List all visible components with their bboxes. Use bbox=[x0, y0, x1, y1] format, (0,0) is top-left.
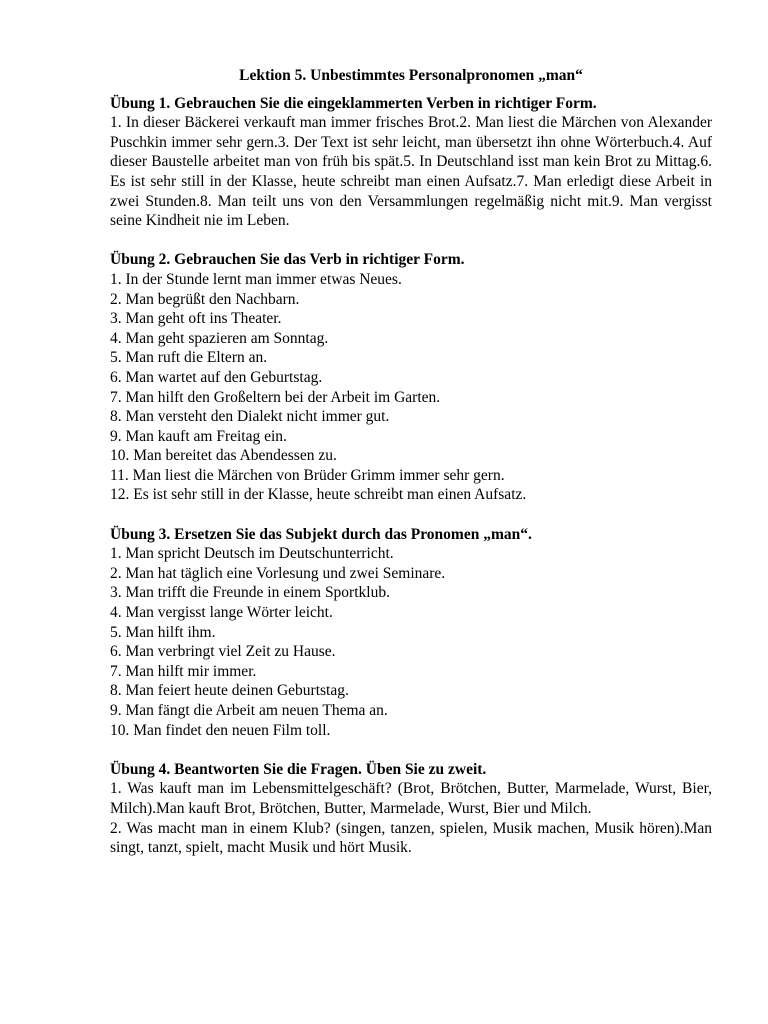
exercise-3-heading: Übung 3. Ersetzen Sie das Subjekt durch das Pronomen „man“. bbox=[110, 525, 532, 543]
document-page bbox=[110, 66, 712, 877]
exercise-3 bbox=[110, 525, 712, 741]
list-item: 6. Man wartet auf den Geburtstag. bbox=[110, 368, 323, 386]
list-item: 1. In der Stunde lernt man immer etwas Neues. bbox=[110, 270, 402, 288]
page-title: Lektion 5. Unbestimmtes Personalpronomen „man“ bbox=[239, 67, 583, 84]
list-item: 7. Man hilft den Großeltern bei der Arbeit im Garten. bbox=[110, 388, 441, 406]
list-item: 9. Man kauft am Freitag ein. bbox=[110, 427, 287, 445]
list-item: 10. Man findet den neuen Film toll. bbox=[110, 721, 331, 739]
list-item: 4. Man geht spazieren am Sonntag. bbox=[110, 329, 329, 347]
list-item: 9. Man fängt die Arbeit am neuen Thema an. bbox=[110, 702, 388, 719]
exercise-2-heading: Übung 2. Gebrauchen Sie das Verb in richtiger Form. bbox=[110, 251, 465, 269]
list-item: 6. Man verbringt viel Zeit zu Hause. bbox=[110, 643, 336, 661]
list-item: 3. Man geht oft ins Theater. bbox=[110, 310, 282, 328]
list-item: 7. Man hilft mir immer. bbox=[110, 662, 257, 680]
list-item: 12. Es ist sehr still in der Klasse, heute schreibt man einen Aufsatz. bbox=[110, 486, 527, 504]
exercise-1 bbox=[110, 94, 712, 231]
list-item: 2. Was macht man in einem Klub? (singen, tanzen, spielen, Musik machen, Musik hören).Man singt, tanzt, spielt, macht Musik und hört Musik. bbox=[110, 819, 712, 857]
list-item: 1. Man spricht Deutsch im Deutschunterricht. bbox=[110, 545, 394, 563]
exercise-2 bbox=[110, 250, 712, 505]
list-item: 1. Was kauft man im Lebensmittelgeschäft? (Brot, Brötchen, Butter, Marmelade, Wurst, Bier, Milch).Man kauft Brot, Brötchen, Butter, Marmelade, Wurst, Bier und Milch. bbox=[110, 780, 712, 817]
list-item: 8. Man feiert heute deinen Geburtstag. bbox=[110, 682, 349, 700]
exercise-4 bbox=[110, 760, 712, 858]
list-item: 5. Man ruft die Eltern an. bbox=[110, 349, 268, 367]
exercise-1-text: 1. In dieser Bäckerei verkauft man immer frisches Brot.2. Man liest die Märchen von Alexander Puschkin immer sehr gern.3. Der Text ist sehr leicht, man übersetzt ihn ohne Wörterbuch.4. Auf dieser Baustelle arbeitet man von früh bis spät.5. In Deutschland isst man kein Brot zu Mittag.6. Es ist sehr still in der Klasse, heute schreibt man einen Aufsatz.7. Man erledigt diese Arbeit in zwei Stunden.8. Man teilt uns von den Versammlungen regelmäßig nicht mit.9. Man vergisst seine Kindheit nie im Leben. bbox=[110, 114, 712, 230]
list-item: 11. Man liest die Märchen von Brüder Grimm immer sehr gern. bbox=[110, 466, 505, 484]
list-item: 3. Man trifft die Freunde in einem Sportklub. bbox=[110, 584, 390, 602]
list-item: 10. Man bereitet das Abendessen zu. bbox=[110, 447, 337, 465]
list-item: 4. Man vergisst lange Wörter leicht. bbox=[110, 604, 333, 622]
exercise-1-heading: Übung 1. Gebrauchen Sie die eingeklammerten Verben in richtiger Form. bbox=[110, 94, 597, 112]
list-item: 2. Man begrüßt den Nachbarn. bbox=[110, 290, 300, 308]
list-item: 5. Man hilft ihm. bbox=[110, 623, 216, 641]
list-item: 2. Man hat täglich eine Vorlesung und zwei Seminare. bbox=[110, 564, 446, 582]
exercise-4-heading: Übung 4. Beantworten Sie die Fragen. Üben Sie zu zweit. bbox=[110, 760, 487, 778]
list-item: 8. Man versteht den Dialekt nicht immer gut. bbox=[110, 408, 390, 426]
